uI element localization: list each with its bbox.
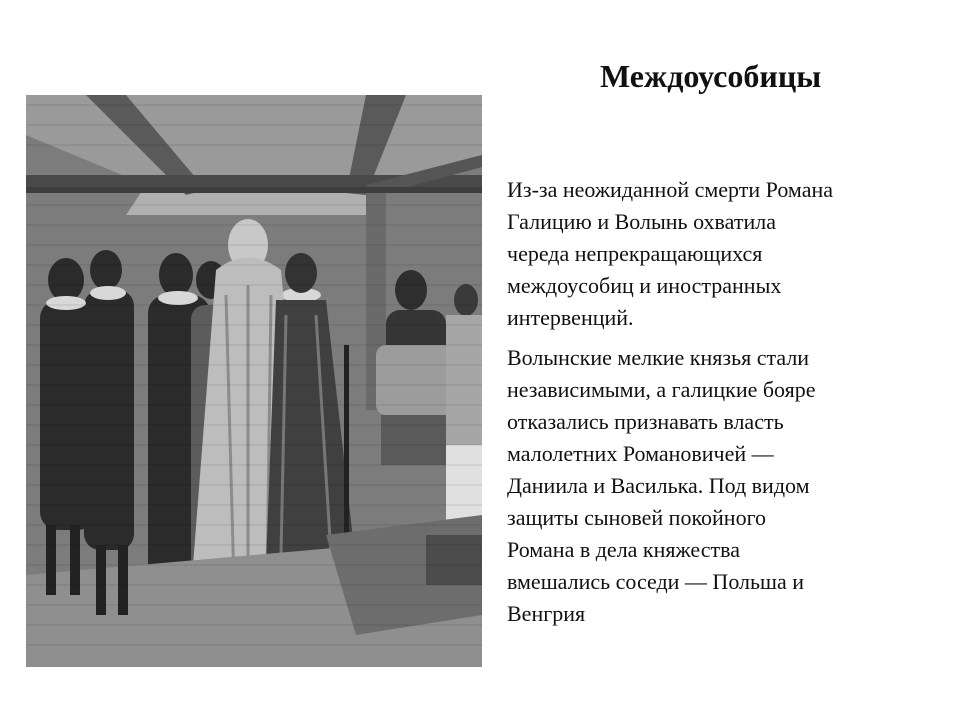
slide-title: Междоусобицы [600,58,822,94]
engraving-drawing [26,95,482,667]
historical-engraving-image [26,95,482,667]
paragraph-2: Волынские мелкие князья стали независимыми, а галицкие бояре отказались признавать власть малолетних Романовичей — Даниила и Василька. Под видом защиты сыновей покойного Романа в дела княжества вмешались соседи — Польша и Венгрия [507,345,816,626]
body-text [507,174,937,630]
paragraph-1: Из-за неожиданной смерти Романа Галицию и Волынь охватила череда непрекращающихся междоусобиц и иностранных интервенций. [507,177,833,330]
